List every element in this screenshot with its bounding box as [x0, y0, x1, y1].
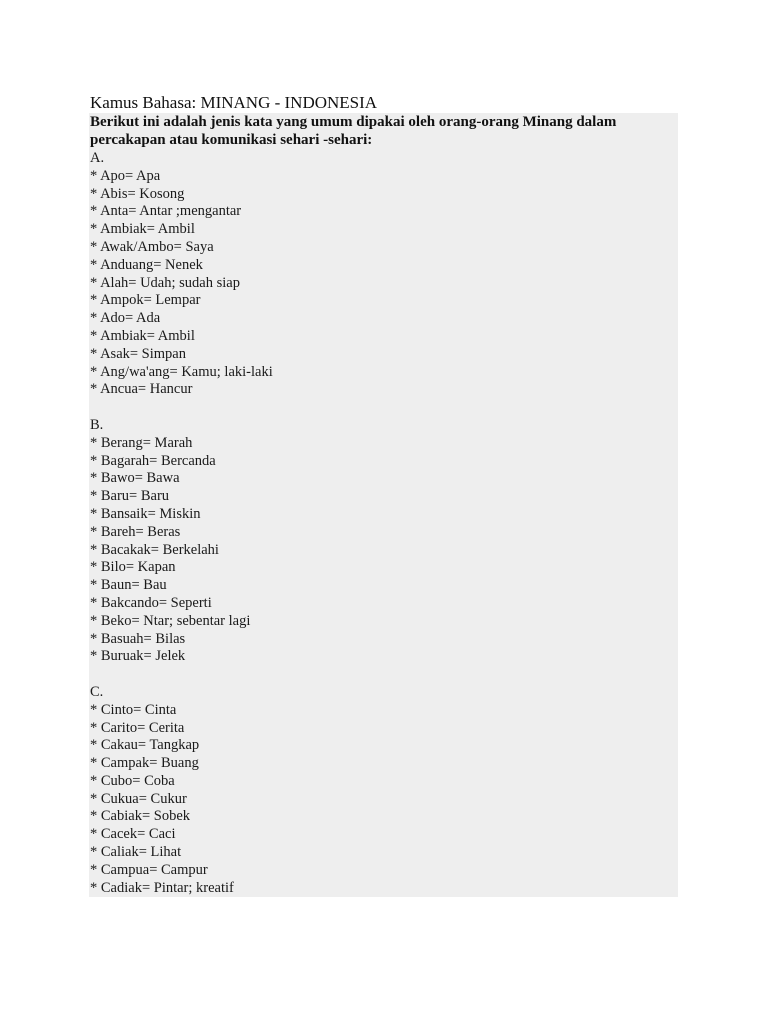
- list-item: * Cukua= Cukur: [90, 790, 187, 807]
- list-item: * Asak= Simpan: [90, 345, 186, 362]
- list-item: * Anta= Antar ;mengantar: [90, 203, 242, 220]
- list-item: * Ampok= Lempar: [90, 292, 201, 309]
- list-item: * Campua= Campur: [90, 861, 208, 878]
- list-item: * Ambiak= Ambil: [90, 327, 195, 344]
- list-item: * Bakcando= Seperti: [90, 594, 212, 611]
- list-item: * Cacek= Caci: [90, 826, 176, 843]
- list-item: * Cubo= Coba: [90, 772, 175, 789]
- page-title: Kamus Bahasa: MINANG - INDONESIA: [90, 93, 378, 112]
- list-item: * Cinto= Cinta: [90, 701, 177, 718]
- list-item: * Apo= Apa: [90, 167, 161, 184]
- list-item: * Ambiak= Ambil: [90, 221, 195, 238]
- content-box: [89, 113, 678, 897]
- section-spacer: [90, 399, 273, 417]
- list-item: * Carito= Cerita: [90, 719, 185, 736]
- list-item: * Basuah= Bilas: [90, 630, 186, 647]
- list-item: * Beko= Ntar; sebentar lagi: [90, 612, 251, 629]
- list-item: * Abis= Kosong: [90, 185, 185, 202]
- list-item: * Bagarah= Bercanda: [90, 452, 216, 469]
- list-item: * Anduang= Nenek: [90, 256, 203, 273]
- list-item: * Bacakak= Berkelahi: [90, 541, 219, 558]
- list-item: * Bawo= Bawa: [90, 470, 180, 487]
- intro-paragraph: Berikut ini adalah jenis kata yang umum dipakai oleh orang-orang Minang dalam percakapan atau komunikasi sehari -sehari:: [90, 114, 617, 148]
- list-item: * Bilo= Kapan: [90, 559, 176, 576]
- list-item: * Baun= Bau: [90, 577, 167, 594]
- section-spacer: [90, 666, 273, 684]
- list-item: * Ancua= Hancur: [90, 381, 193, 398]
- list-item: * Cakau= Tangkap: [90, 737, 200, 754]
- list-item: * Ado= Ada: [90, 310, 161, 327]
- section-heading-a: A.: [90, 150, 105, 166]
- list-item: * Cadiak= Pintar; kreatif: [90, 879, 234, 896]
- list-item: * Baru= Baru: [90, 488, 170, 505]
- list-item: * Awak/Ambo= Saya: [90, 238, 214, 255]
- section-heading-c: C.: [90, 683, 104, 700]
- list-item: * Bansaik= Miskin: [90, 505, 201, 522]
- list-item: * Berang= Marah: [90, 434, 193, 451]
- list-item: * Ang/wa'ang= Kamu; laki-laki: [90, 363, 273, 380]
- list-item: * Caliak= Lihat: [90, 844, 182, 861]
- list-item: * Buruak= Jelek: [90, 648, 186, 665]
- list-item: * Campak= Buang: [90, 755, 199, 772]
- dictionary-sections: [90, 150, 273, 897]
- section-heading-b: B.: [90, 416, 104, 433]
- list-item: * Bareh= Beras: [90, 523, 181, 540]
- list-item: * Cabiak= Sobek: [90, 808, 190, 825]
- list-item: * Alah= Udah; sudah siap: [90, 274, 240, 291]
